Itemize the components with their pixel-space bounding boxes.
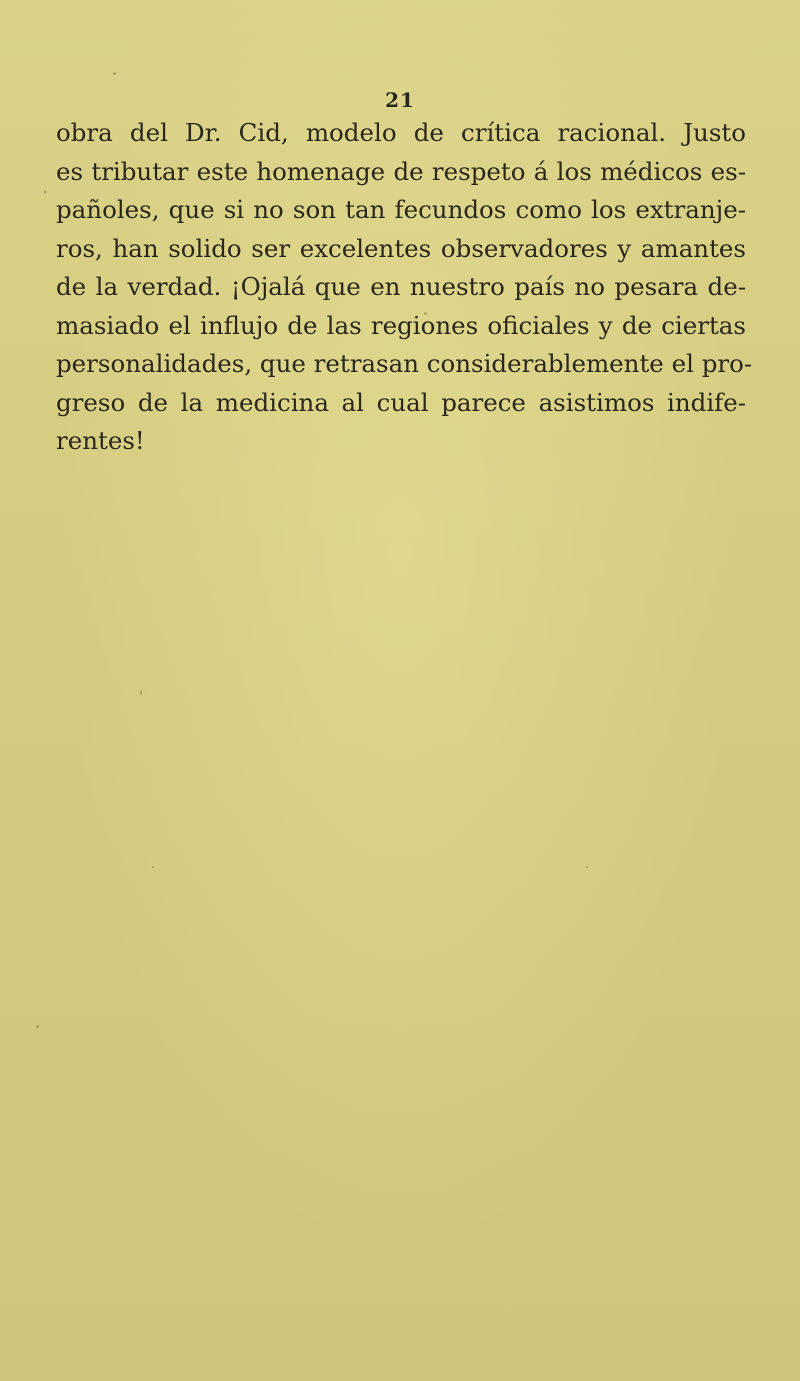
text-line: ros, han solido ser excelentes observadores y amantes xyxy=(56,233,746,263)
paper-speck xyxy=(424,312,427,315)
page-number: 21 xyxy=(385,88,415,112)
paper-speck xyxy=(140,690,142,695)
text-line: de la verdad. ¡Ojalá que en nuestro país no pesara de- xyxy=(56,272,746,301)
text-line: obra del Dr. Cid, modelo de crítica racional. Justo xyxy=(56,118,746,147)
paper-speck xyxy=(44,190,46,194)
text-line: pañoles, que si no son tan fecundos como los extranje- xyxy=(56,195,746,224)
paper-speck xyxy=(152,866,154,868)
paper-speck xyxy=(113,72,116,75)
body-paragraph xyxy=(56,114,753,461)
text-line: rentes! xyxy=(56,426,145,455)
paper-speck xyxy=(36,1025,39,1028)
paper-speck xyxy=(586,866,588,868)
text-line: personalidades, que retrasan considerablemente el pro- xyxy=(56,349,753,378)
text-line: masiado el influjo de las regiones oficiales y de ciertas xyxy=(56,310,746,340)
text-line: greso de la medicina al cual parece asistimos indife- xyxy=(56,387,746,417)
text-line: es tributar este homenage de respeto á los médicos es- xyxy=(56,156,746,186)
